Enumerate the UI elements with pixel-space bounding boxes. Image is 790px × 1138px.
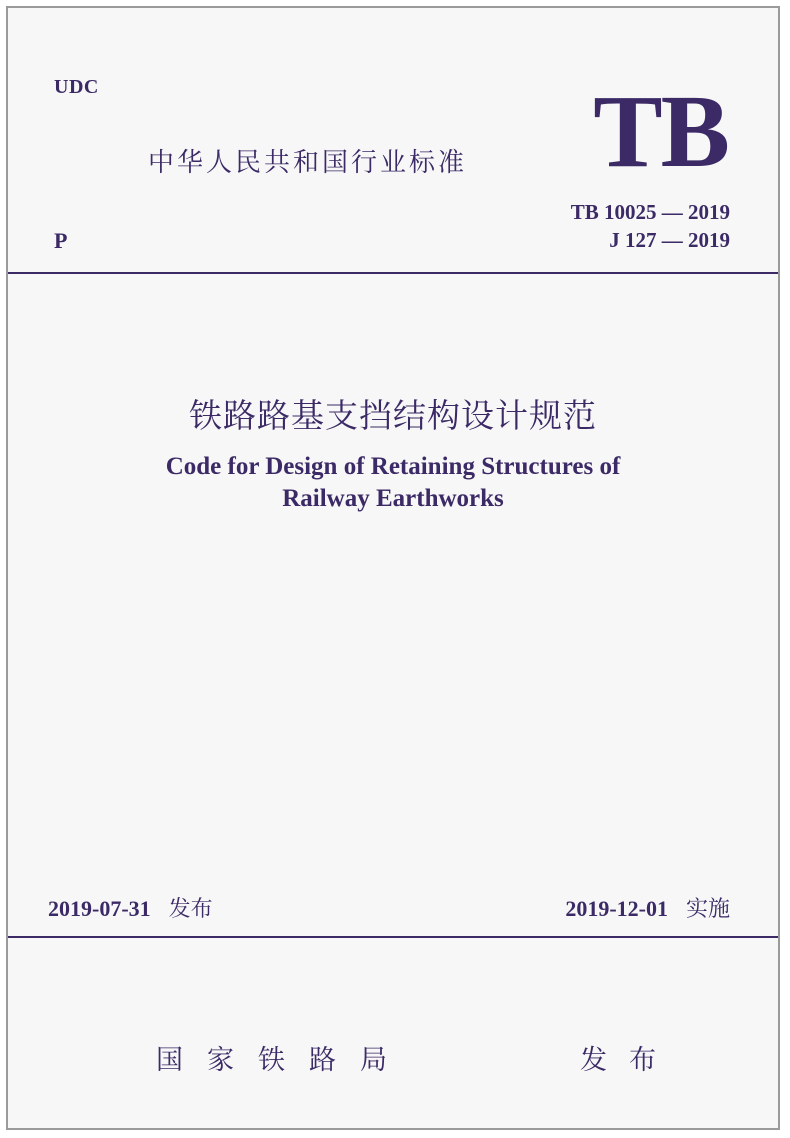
standard-type: 中华人民共和国行业标准 xyxy=(148,148,468,178)
effective-label: 实施 xyxy=(685,897,730,922)
udc-label: UDC xyxy=(54,76,99,98)
title-block xyxy=(8,390,778,515)
title-english: Code for Design of Retaining Structures of Railway Earthworks xyxy=(165,453,621,512)
record-number: J 127 — 2019 xyxy=(609,228,730,252)
issue-date: 2019-07-31 xyxy=(48,896,151,921)
bottom-divider xyxy=(8,936,778,938)
category-code: P xyxy=(54,228,68,253)
publisher-name: 国家铁路局 xyxy=(156,1045,411,1076)
effective-date: 2019-12-01 xyxy=(565,896,668,921)
issue-date-row xyxy=(48,892,213,923)
standard-numbers xyxy=(571,198,730,254)
standard-number: TB 10025 — 2019 xyxy=(570,200,730,224)
top-divider xyxy=(8,272,778,274)
title-chinese: 铁路路基支挡结构设计规范 xyxy=(189,396,597,435)
issue-label: 发布 xyxy=(168,897,213,922)
effective-date-row xyxy=(565,892,730,923)
publish-label: 发布 xyxy=(580,1045,678,1076)
tb-logo: TB xyxy=(593,74,728,189)
standard-cover xyxy=(6,6,780,1130)
